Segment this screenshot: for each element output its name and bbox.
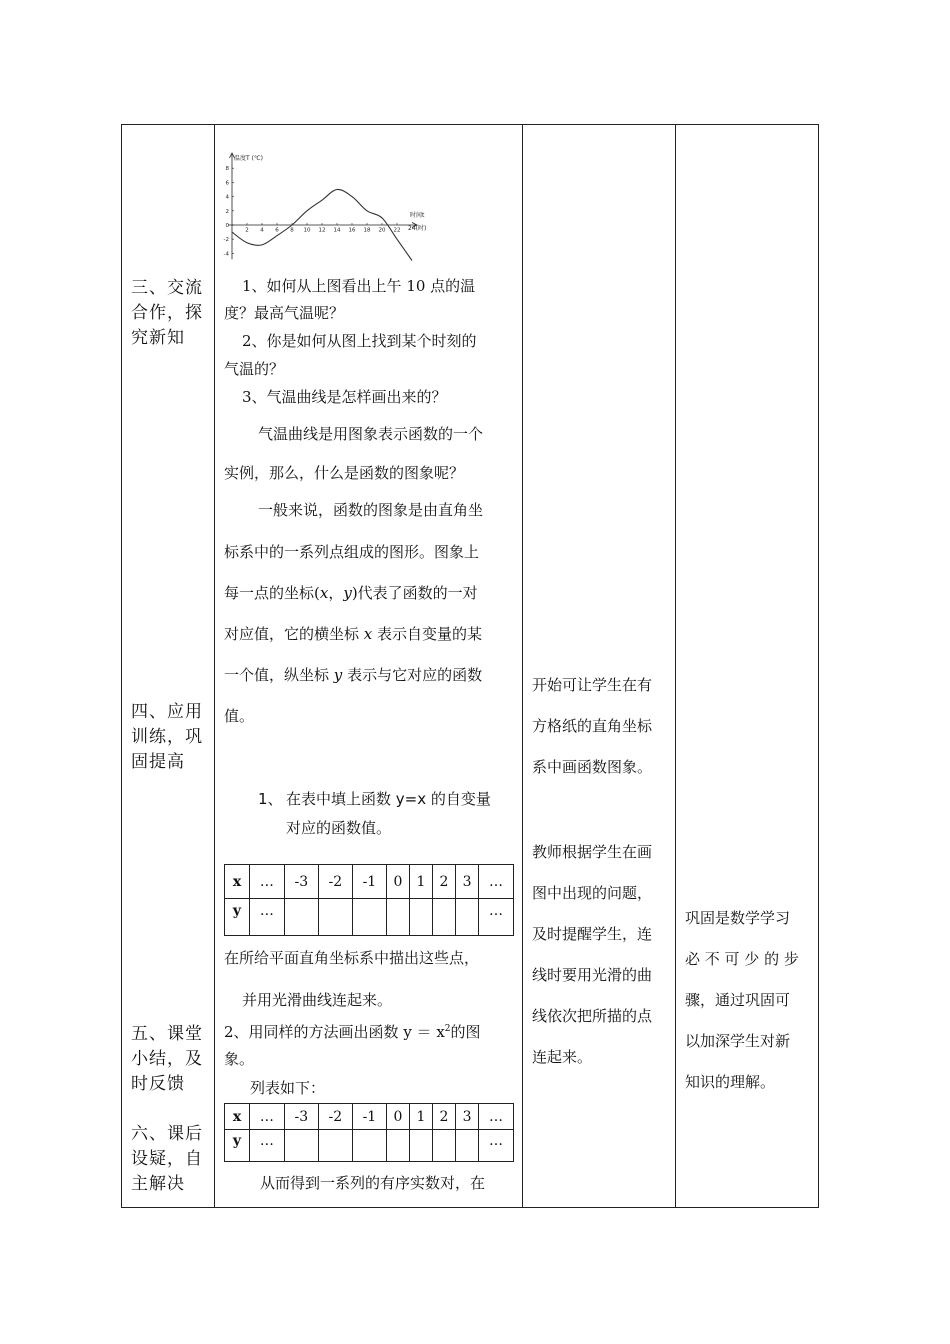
table-cell: … <box>250 1104 285 1130</box>
task-2 <box>224 1021 481 1042</box>
note-line: 教师根据学生在画 <box>532 843 653 861</box>
table-cell: 3 <box>456 865 479 899</box>
table-cell <box>318 899 352 936</box>
table-cell: 0 <box>386 1104 409 1130</box>
question-2: 2、你是如何从图上找到某个时刻的 <box>242 332 477 350</box>
paragraph-2-cont: 标系中的一系列点组成的图形。图象上 <box>224 543 480 561</box>
note-line: 方格纸的直角坐标 <box>532 717 653 735</box>
table-cell: 2 <box>432 865 455 899</box>
section-label: 四、应用训练，巩固提高 <box>131 702 203 772</box>
section-label: 五、课堂小结，及时反馈 <box>131 1024 203 1094</box>
text-span: 表示与它对应的函数 <box>347 666 483 684</box>
text-span: 对应值，它的横坐标 <box>224 625 360 643</box>
note-line: 必 不 可 少 的 步 <box>685 950 799 968</box>
x-tick-label: 2 <box>245 227 249 234</box>
y-tick-label: 4 <box>225 194 229 201</box>
table-cell <box>318 1130 352 1162</box>
table-cell <box>386 899 409 936</box>
y-tick-label: -4 <box>223 251 229 258</box>
table-cell <box>432 1130 455 1162</box>
question-1-cont: 度？最高气温呢？ <box>224 304 345 322</box>
table-cell: -2 <box>318 865 352 899</box>
note-line: 以加深学生对新 <box>685 1032 791 1050</box>
note-line: 骤，通过巩固可 <box>685 991 791 1009</box>
x-tick-label: 22 <box>393 227 401 234</box>
table-cell: 3 <box>456 1104 479 1130</box>
value-table-2 <box>224 1103 514 1162</box>
task-1-number: 1、 <box>258 790 283 808</box>
table-cell <box>456 899 479 936</box>
table-cell: … <box>250 899 285 936</box>
y-tick-label: -2 <box>223 237 229 244</box>
note-line: 及时提醒学生，连 <box>532 925 653 943</box>
section-label: 三、交流合作，探究新知 <box>131 278 203 348</box>
table-row-x <box>225 1104 514 1130</box>
paragraph-1-cont: 实例，那么，什么是函数的图象呢？ <box>224 464 465 482</box>
table-row-x <box>225 865 514 899</box>
x-tick-label: 4 <box>260 227 264 234</box>
list-label: 列表如下： <box>250 1079 326 1097</box>
temperature-chart <box>222 150 462 270</box>
teacher-note-2 <box>532 832 652 1078</box>
table-cell: … <box>479 899 514 936</box>
purpose-note <box>685 898 811 1103</box>
table-row-y <box>225 899 514 936</box>
y-tick-label: 6 <box>225 180 229 187</box>
table-cell: … <box>479 1104 514 1130</box>
var-x: x <box>319 584 329 602</box>
teacher-note-1 <box>532 665 652 788</box>
table-cell: … <box>250 865 285 899</box>
note-line: 系中画函数图象。 <box>532 758 653 776</box>
text-span: 每一点的坐标( <box>224 584 320 602</box>
text-span: 2、用同样的方法画出函数 y ＝ x <box>224 1023 445 1041</box>
note-line: 巩固是数学学习 <box>685 909 791 927</box>
note-line: 图中出现的问题， <box>532 884 653 902</box>
table-cell <box>456 1130 479 1162</box>
column-divider <box>214 125 215 1207</box>
superscript: 2 <box>444 1024 451 1034</box>
table-cell <box>409 899 432 936</box>
var-y: y <box>343 584 352 602</box>
x-tick-label: 16 <box>348 227 356 234</box>
paragraph-2-line3 <box>224 582 478 603</box>
section-label: 六、课后设疑，自主解决 <box>131 1124 203 1194</box>
table-cell: -3 <box>284 865 318 899</box>
table-cell: y <box>225 899 250 936</box>
x-tick-label: 20 <box>378 227 386 234</box>
question-1: 1、如何从上图看出上午 10 点的温 <box>242 277 476 295</box>
var-y: y <box>333 666 343 684</box>
table-cell <box>284 899 318 936</box>
paragraph-2: 一般来说，函数的图象是由直角坐 <box>258 501 484 519</box>
table-cell <box>284 1130 318 1162</box>
y-tick-label: 8 <box>225 166 229 173</box>
x-tick-label: 10 <box>303 227 311 234</box>
note-line: 线依次把所描的点 <box>532 1007 653 1025</box>
question-3: 3、气温曲线是怎样画出来的？ <box>242 388 447 406</box>
table-cell: 1 <box>409 1104 432 1130</box>
text-span: 表示自变量的某 <box>377 625 483 643</box>
note-line: 开始可让学生在有 <box>532 676 653 694</box>
table-cell: y <box>225 1130 250 1162</box>
instruction-text-cont: 并用光滑曲线连起来。 <box>242 991 393 1009</box>
table-cell: -2 <box>318 1104 352 1130</box>
table-cell: -3 <box>284 1104 318 1130</box>
text-span: ， <box>328 584 344 602</box>
table-cell: 0 <box>386 865 409 899</box>
table-cell: -1 <box>352 1104 386 1130</box>
table-row-y <box>225 1130 514 1162</box>
text-span: )代表了函数的一对 <box>351 584 478 602</box>
y-tick-label: 2 <box>225 208 229 215</box>
var-x: x <box>363 625 373 643</box>
paragraph-1: 气温曲线是用图象表示函数的一个 <box>258 425 484 443</box>
x-tick-label: 12 <box>318 227 326 234</box>
table-cell: -1 <box>352 865 386 899</box>
paragraph-2-line4 <box>224 623 482 644</box>
paragraph-2-line5 <box>224 664 482 685</box>
text-span: 一个值，纵坐标 <box>224 666 330 684</box>
table-cell: x <box>225 865 250 899</box>
text-span: 的图 <box>450 1023 481 1041</box>
closing-text: 从而得到一系列的有序实数对，在 <box>260 1174 486 1192</box>
task-1: 在表中填上函数 y=x 的自变量 <box>286 790 491 808</box>
table-cell <box>352 1130 386 1162</box>
note-line: 知识的理解。 <box>685 1073 776 1091</box>
task-2-cont: 象。 <box>224 1050 255 1068</box>
note-line: 线时要用光滑的曲 <box>532 966 653 984</box>
x-axis-unit: 24(时) <box>408 225 427 232</box>
x-tick-label: 18 <box>363 227 371 234</box>
y-tick-label: 0 <box>225 223 229 229</box>
table-cell: 2 <box>432 1104 455 1130</box>
table-cell <box>352 899 386 936</box>
x-axis-label: 时间t <box>410 212 425 219</box>
task-1-cont: 对应的函数值。 <box>286 819 392 837</box>
table-cell <box>409 1130 432 1162</box>
y-axis-label: 温度T (℃) <box>234 155 263 162</box>
column-divider <box>675 125 676 1207</box>
table-cell: … <box>479 1130 514 1162</box>
value-table-1 <box>224 864 514 936</box>
table-cell <box>386 1130 409 1162</box>
table-cell: x <box>225 1104 250 1130</box>
x-tick-label: 8 <box>290 227 294 234</box>
table-cell: … <box>479 865 514 899</box>
note-line: 连起来。 <box>532 1048 593 1066</box>
x-tick-label: 14 <box>333 227 341 234</box>
x-tick-label: 6 <box>275 227 279 234</box>
table-cell <box>432 899 455 936</box>
question-2-cont: 气温的？ <box>224 360 285 378</box>
table-cell: 1 <box>409 865 432 899</box>
column-divider <box>522 125 523 1207</box>
paragraph-2-line6: 值。 <box>224 707 255 725</box>
table-cell: … <box>250 1130 285 1162</box>
instruction-text: 在所给平面直角坐标系中描出这些点， <box>224 949 480 967</box>
